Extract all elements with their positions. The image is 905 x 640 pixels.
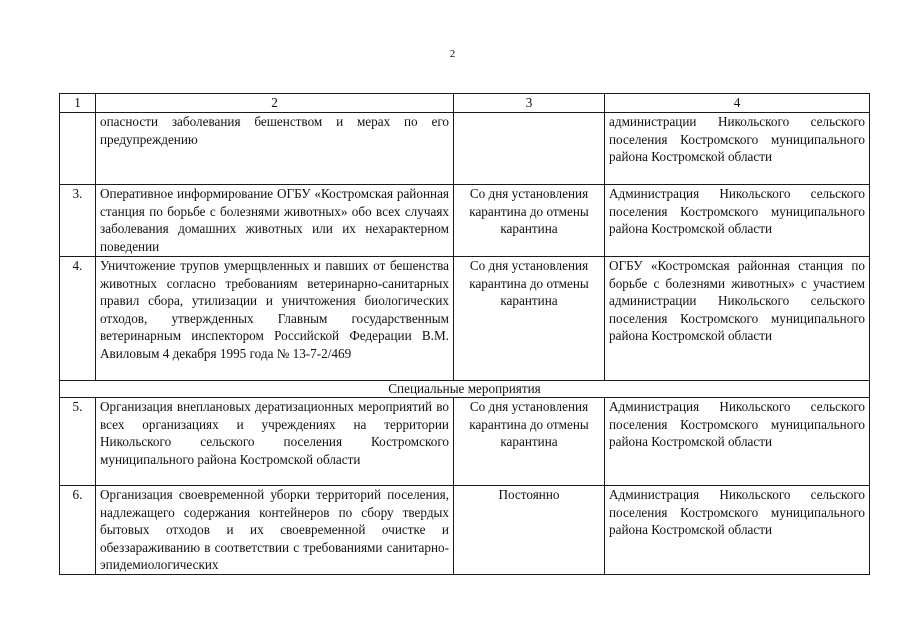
measures-table [59, 93, 870, 575]
row-number: 3. [60, 185, 96, 257]
table-row-3 [60, 185, 870, 257]
table-row-6 [60, 486, 870, 575]
row-description: Уничтожение трупов умерщвленных и павших от бешенства животных согласно требованиям ветеринарно-санитарных правил сбора, утилизации и уничтожения биологических отходов, утвержденных Главным государственным ветеринарным инспектором Российской Федерации В.М. Авиловым 4 декабря 1995 года № 13-7-2/469 [96, 257, 454, 381]
row-responsible: Администрация Никольского сельского поселения Костромского муниципального района Костромской области [605, 398, 870, 486]
section-title: Специальные мероприятия [60, 381, 870, 398]
row-number [60, 113, 96, 185]
row-timing: Со дня установления карантина до отмены карантина [454, 398, 605, 486]
row-timing: Со дня установления карантина до отмены карантина [454, 257, 605, 381]
section-row [60, 381, 870, 398]
row-number: 5. [60, 398, 96, 486]
row-number: 6. [60, 486, 96, 575]
column-header-1: 1 [60, 94, 96, 113]
row-timing: Постоянно [454, 486, 605, 575]
row-description: Оперативное информирование ОГБУ «Костромская районная станция по борьбе с болезнями животных» обо всех случаях заболевания домашних животных или их нехарактерном поведении [96, 185, 454, 257]
row-responsible: Администрация Никольского сельского поселения Костромского муниципального района Костромской области [605, 185, 870, 257]
column-header-2: 2 [96, 94, 454, 113]
column-header-3: 3 [454, 94, 605, 113]
column-header-4: 4 [605, 94, 870, 113]
table-row-5 [60, 398, 870, 486]
row-description: Организация внеплановых дератизационных мероприятий во всех организациях и учреждениях на территории Никольского сельского поселения Костромского муниципального района Костромской области [96, 398, 454, 486]
table-header-row [60, 94, 870, 113]
row-timing: Со дня установления карантина до отмены карантина [454, 185, 605, 257]
page-number: 2 [449, 48, 456, 60]
row-description: Организация своевременной уборки территорий поселения, надлежащего содержания контейнеров по сбору твердых бытовых отходов и их своевременной очистке и обеззараживанию в соответствии с требованиями санитарно-эпидемиологических [96, 486, 454, 575]
row-description: опасности заболевания бешенством и мерах по его предупреждению [96, 113, 454, 185]
row-responsible: администрации Никольского сельского поселения Костромского муниципального района Костромской области [605, 113, 870, 185]
table-row-4 [60, 257, 870, 381]
row-number: 4. [60, 257, 96, 381]
row-responsible: Администрация Никольского сельского поселения Костромского муниципального района Костромской области [605, 486, 870, 575]
row-responsible: ОГБУ «Костромская районная станция по борьбе с болезнями животных» с участием администрации Никольского сельского поселения Костромского муниципального района Костромской области [605, 257, 870, 381]
row-timing [454, 113, 605, 185]
table-row-continuation [60, 113, 870, 185]
